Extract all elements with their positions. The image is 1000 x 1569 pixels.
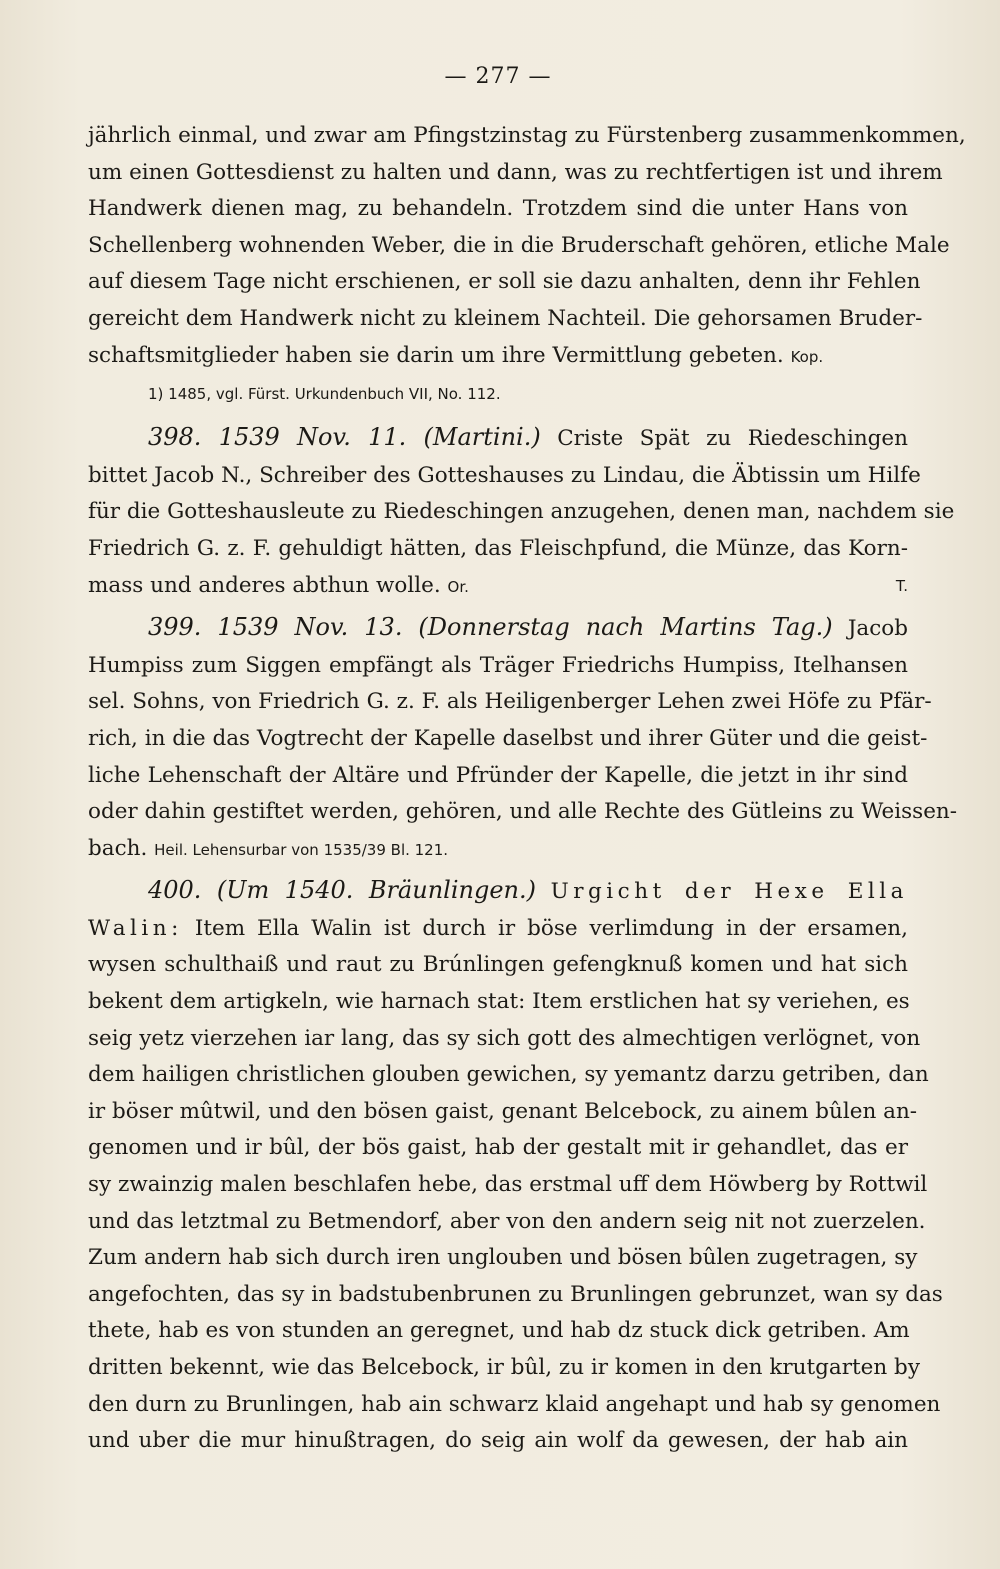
text-line: für die Gotteshausleute zu Riedeschingen anzugehen, denen man, nachdem sie [88, 499, 955, 525]
source-reference: Kop. [790, 347, 824, 366]
text-line: Handwerk dienen mag, zu behandeln. Trotzdem sind die unter Hans von [88, 196, 908, 222]
source-reference: T. [895, 576, 908, 595]
text-line: seig yetz vierzehen iar lang, das sy sich gott des almechtigen verlögnet, von [88, 1025, 921, 1051]
text-line: dem hailigen christlichen glouben gewichen, sy yemantz darzu getriben, dan [88, 1062, 929, 1088]
entry-heading: 399. 1539 Nov. 13. (Donnerstag nach Martins Tag.) [148, 613, 833, 642]
text-line [88, 338, 908, 376]
text-line-left [88, 568, 469, 606]
text-line: Schellenberg wohnenden Weber, die in die Bruderschaft gehören, etliche Male [88, 232, 950, 258]
text-line [88, 911, 908, 948]
text-line: gereicht dem Handwerk nicht zu kleinem Nachteil. Die gehorsamen Bruder- [88, 305, 923, 331]
text-line: liche Lehenschaft der Altäre und Pfründer der Kapelle, die jetzt in ihr sind [88, 762, 908, 788]
text-line: genomen und ir bûl, der bös gaist, hab der gestalt mit ir gehandlet, das er [88, 1135, 908, 1161]
entry-398 [88, 419, 955, 605]
text-line [88, 831, 908, 869]
entry-heading: 398. 1539 Nov. 11. (Martini.) [148, 423, 541, 452]
text-line-content: Jacob [847, 616, 908, 642]
text-line: um einen Gottesdienst zu halten und dann, was zu rechtfertigen ist und ihrem [88, 159, 943, 185]
text-line: thete, hab es von stunden an geregnet, und hab dz stuck dick getriben. Am [88, 1318, 910, 1344]
text-line: ir böser mûtwil, und den bösen gaist, genant Belcebock, zu ainem bûlen an- [88, 1098, 918, 1124]
text-line: bekent dem artigkeln, wie harnach stat: Item erstlichen hat sy veriehen, es [88, 989, 910, 1015]
text-line: wysen schulthaiß und raut zu Brúnlingen gefengknuß komen und hat sich [88, 952, 908, 978]
entry-first-line [88, 609, 908, 648]
text-line: auf diesem Tage nicht erschienen, er soll sie dazu anhalten, denn ihr Fehlen [88, 269, 921, 295]
entry-first-line [88, 872, 908, 911]
source-reference: Heil. Lehensurbar von 1535/39 Bl. 121. [154, 840, 449, 859]
text-line: sy zwainzig malen beschlafen hebe, das erstmal uff dem Höwberg by Rottwil [88, 1172, 928, 1198]
text-line-content: schaftsmitglieder haben sie darin um ihre Vermittlung gebeten. [88, 342, 784, 368]
entry-heading: 400. (Um 1540. Bräunlingen.) [148, 876, 536, 905]
text-line-content: bach. [88, 835, 148, 861]
text-line: sel. Sohns, von Friedrich G. z. F. als Heiligenberger Lehen zwei Höfe zu Pfär- [88, 689, 932, 715]
text-line: den durn zu Brunlingen, hab ain schwarz klaid angehapt und hab sy genomen [88, 1391, 941, 1417]
text-line-content: Criste Spät zu Riedeschingen [557, 426, 908, 452]
text-line: Zum andern hab sich durch iren unglouben und bösen bûlen zugetragen, sy [88, 1245, 918, 1271]
entry-title-spaced: Walin: [88, 915, 183, 941]
text-line: jährlich einmal, und zwar am Pfingstzinstag zu Fürstenberg zusammenkommen, [88, 123, 966, 148]
text-line: Friedrich G. z. F. gehuldigt hätten, das Fleischpfund, die Münze, das Korn- [88, 535, 908, 561]
text-line: bittet Jacob N., Schreiber des Gotteshauses zu Lindau, die Äbtissin um Hilfe [88, 462, 921, 488]
text-line: und uber die mur hinußtragen, do seig ain wolf da gewesen, der hab ain [88, 1428, 908, 1454]
footnote: 1) 1485, vgl. Fürst. Urkundenbuch VII, No. 112. [148, 385, 501, 404]
entry-title-spaced: Urgicht der Hexe Ella [550, 879, 908, 905]
text-line-with-refs [88, 568, 908, 606]
text-line: und das letztmal zu Betmendorf, aber von den andern seig nit not zuerzelen. [88, 1208, 926, 1234]
text-line: angefochten, das sy in badstubenbrunen zu Brunlingen gebrunzet, wan sy das [88, 1281, 943, 1307]
entry-400 [88, 872, 943, 1460]
page-number: — 277 — [444, 64, 552, 89]
text-line-content: Item Ella Walin ist durch ir böse verlimdung in der ersamen, [194, 915, 908, 941]
text-line-content: mass und anderes abthun wolle. [88, 572, 441, 598]
entry-first-line [88, 419, 908, 458]
text-line: rich, in die das Vogtrecht der Kapelle daselbst und ihrer Güter und die geist- [88, 725, 928, 751]
text-line: oder dahin gestiftet werden, gehören, und alle Rechte des Gütleins zu Weissen- [88, 799, 958, 825]
text-line: Humpiss zum Siggen empfängt als Träger Friedrichs Humpiss, Itelhansen [88, 652, 908, 678]
source-reference: Or. [447, 577, 469, 596]
entry-399 [88, 609, 958, 868]
paragraph-continuation [88, 118, 966, 375]
text-line: dritten bekennt, wie das Belcebock, ir bûl, zu ir komen in den krutgarten by [88, 1355, 920, 1380]
